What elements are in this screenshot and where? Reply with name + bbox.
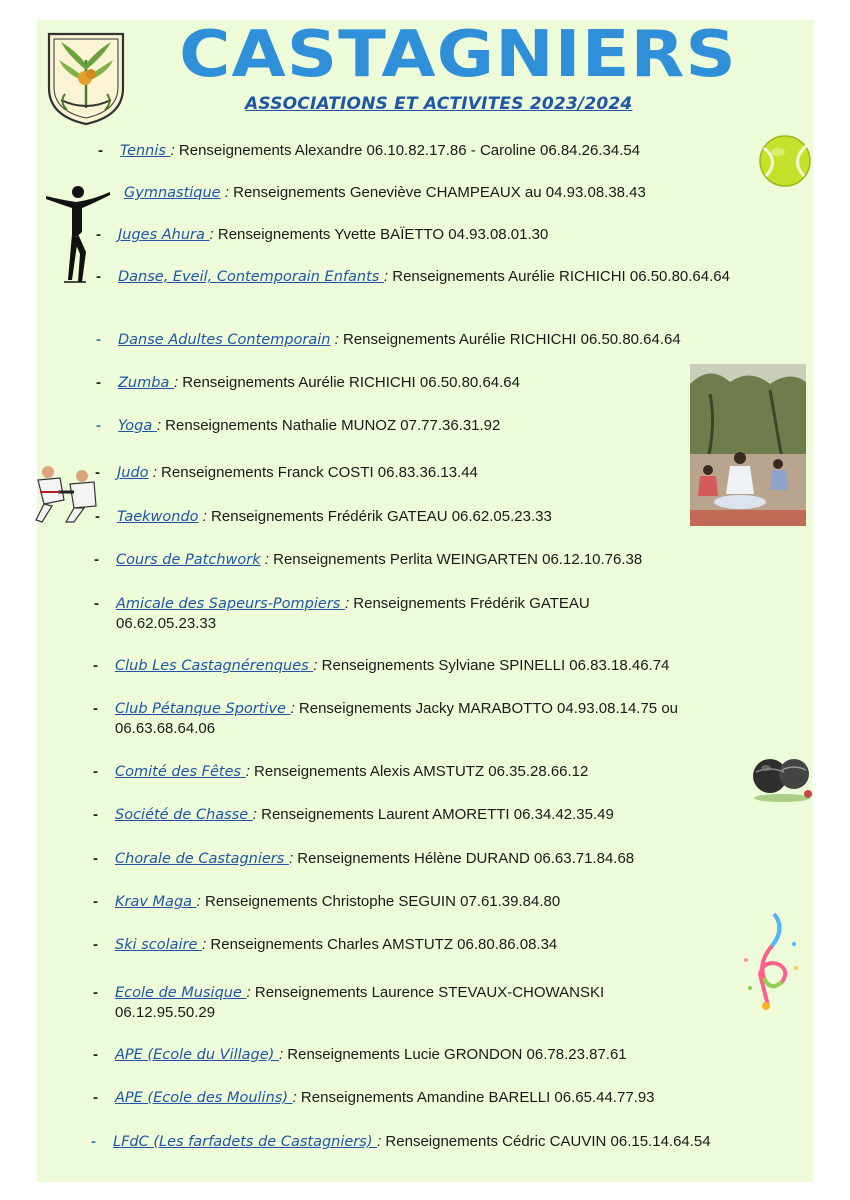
separator: : xyxy=(148,464,157,481)
bullet-dash: - xyxy=(93,763,98,780)
list-item xyxy=(96,225,778,245)
list-item xyxy=(93,1045,775,1065)
activity-name[interactable]: Ski scolaire xyxy=(115,937,203,953)
bullet-dash: - xyxy=(93,984,98,1001)
separator: : xyxy=(202,936,207,953)
bullet-dash: - xyxy=(93,1046,98,1063)
list-item xyxy=(93,656,775,676)
activity-name[interactable]: Société de Chasse xyxy=(115,807,253,823)
list-item xyxy=(93,892,775,912)
bullet-dash: - xyxy=(96,331,101,348)
activity-info: Renseignements Charles AMSTUTZ 06.80.86.08.34 xyxy=(206,936,558,953)
separator: : xyxy=(170,142,175,159)
bullet-dash: - xyxy=(94,595,99,612)
activity-name[interactable]: APE (Ecole du Village) xyxy=(115,1047,279,1063)
activity-name[interactable]: Judo xyxy=(117,465,149,481)
activity-info: Renseignements Hélène DURAND 06.63.71.84.68 xyxy=(293,850,635,867)
list-item xyxy=(95,507,777,527)
activity-info: Renseignements Laurence STEVAUX-CHOWANSKI 06.12.95.50.29 xyxy=(115,984,605,1021)
list-item xyxy=(93,805,775,825)
activity-info: Renseignements Nathalie MUNOZ 07.77.36.31.92 xyxy=(161,417,501,434)
activity-name[interactable]: Cours de Patchwork xyxy=(116,552,261,568)
activity-name[interactable]: Taekwondo xyxy=(117,509,199,525)
separator: : xyxy=(245,763,250,780)
separator: : xyxy=(383,268,389,285)
list-item xyxy=(93,699,745,739)
list-item xyxy=(124,183,784,203)
separator: : xyxy=(260,551,269,568)
activity-name[interactable]: LFdC (Les farfadets de Castagniers) xyxy=(113,1134,378,1150)
activity-name[interactable]: Krav Maga xyxy=(115,894,197,910)
separator: : xyxy=(344,595,350,612)
bullet-dash: - xyxy=(93,700,98,717)
activity-info: Renseignements Aurélie RICHICHI 06.50.80.64.64 xyxy=(388,268,730,285)
list-item xyxy=(93,762,775,782)
list-item xyxy=(93,935,775,955)
activity-name[interactable]: Club Les Castagnérenques xyxy=(115,658,314,674)
activity-info: Renseignements Frédérik GATEAU 06.62.05.23.33 xyxy=(116,595,590,632)
activity-name[interactable]: Club Pétanque Sportive xyxy=(115,701,291,717)
list-item xyxy=(96,373,778,393)
separator: : xyxy=(330,331,339,348)
activity-name[interactable]: Amicale des Sapeurs-Pompiers xyxy=(116,596,345,612)
bullet-dash: - xyxy=(96,226,101,243)
activity-info: Renseignements Jacky MARABOTTO 04.93.08.14.75 ou 06.63.68.64.06 xyxy=(115,700,679,737)
separator: : xyxy=(252,806,257,823)
separator: : xyxy=(220,184,229,201)
activity-info: Renseignements Alexis AMSTUTZ 06.35.28.66.12 xyxy=(249,763,589,780)
activity-info: Renseignements Yvette BAÏETTO 04.93.08.01.30 xyxy=(213,226,549,243)
activity-name[interactable]: Yoga xyxy=(118,418,157,434)
separator: : xyxy=(292,1089,297,1106)
separator: : xyxy=(278,1046,284,1063)
activity-info: Renseignements Lucie GRONDON 06.78.23.87.61 xyxy=(283,1046,627,1063)
activity-info: Renseignements Aurélie RICHICHI 06.50.80.64.64 xyxy=(338,331,681,348)
bullet-dash: - xyxy=(95,508,100,525)
bullet-dash: - xyxy=(93,806,98,823)
list-item xyxy=(98,141,780,161)
separator: : xyxy=(288,850,294,867)
separator: : xyxy=(246,984,251,1001)
activity-name[interactable]: Gymnastique xyxy=(124,185,221,201)
separator: : xyxy=(173,374,179,391)
activity-name[interactable]: Comité des Fêtes xyxy=(115,764,246,780)
bullet-dash: - xyxy=(93,1089,98,1106)
separator: : xyxy=(209,226,214,243)
activity-name[interactable]: Zumba xyxy=(118,375,174,391)
bullet-dash: - xyxy=(96,268,101,285)
activity-name[interactable]: Juges Ahura xyxy=(118,227,210,243)
list-item xyxy=(96,267,738,287)
page-subtitle: ASSOCIATIONS ET ACTIVITES 2023/2024 xyxy=(245,94,633,114)
activity-info: Renseignements Frédérik GATEAU 06.62.05.23.33 xyxy=(206,508,552,525)
bullet-dash: - xyxy=(93,657,98,674)
activity-info: Renseignements Amandine BARELLI 06.65.44.77.93 xyxy=(296,1089,655,1106)
bullet-dash: - xyxy=(91,1133,96,1150)
list-item xyxy=(93,849,775,869)
bullet-dash: - xyxy=(95,464,100,481)
activity-name[interactable]: Chorale de Castagniers xyxy=(115,851,289,867)
bullet-dash: - xyxy=(93,893,98,910)
activity-name[interactable]: Ecole de Musique xyxy=(115,985,247,1001)
bullet-dash: - xyxy=(94,551,99,568)
list-item xyxy=(94,594,676,634)
list-item xyxy=(96,416,778,436)
bullet-dash: - xyxy=(98,142,103,159)
activity-name[interactable]: APE (Ecole des Moulins) xyxy=(115,1090,293,1106)
separator: : xyxy=(196,893,201,910)
activity-name[interactable]: Danse Adultes Contemporain xyxy=(118,332,331,348)
activity-info: Renseignements Sylviane SPINELLI 06.83.18.46.74 xyxy=(317,657,670,674)
activity-info: Renseignements Christophe SEGUIN 07.61.39.84.80 xyxy=(200,893,561,910)
list-item xyxy=(95,463,777,483)
list-item xyxy=(91,1132,713,1152)
activity-info: Renseignements Cédric CAUVIN 06.15.14.64.54 xyxy=(381,1133,711,1150)
bullet-dash: - xyxy=(96,374,101,391)
activity-info: Renseignements Geneviève CHAMPEAUX au 04.93.08.38.43 xyxy=(228,184,646,201)
page-title: CASTAGNIERS xyxy=(179,16,737,92)
bullet-dash: - xyxy=(93,850,98,867)
activity-info: Renseignements Perlita WEINGARTEN 06.12.10.76.38 xyxy=(268,551,643,568)
bullet-dash: - xyxy=(93,936,98,953)
list-item xyxy=(94,550,776,570)
activity-info: Renseignements Laurent AMORETTI 06.34.42.35.49 xyxy=(256,806,614,823)
activity-info: Renseignements Alexandre 06.10.82.17.86 - Caroline 06.84.26.34.54 xyxy=(174,142,641,159)
activity-name[interactable]: Danse, Eveil, Contemporain Enfants xyxy=(118,269,384,285)
list-item xyxy=(93,983,695,1023)
separator: : xyxy=(377,1133,382,1150)
separator: : xyxy=(156,417,162,434)
activity-info: Renseignements Aurélie RICHICHI 06.50.80.64.64 xyxy=(178,374,520,391)
bullet-dash: - xyxy=(96,417,101,434)
list-item xyxy=(96,330,778,350)
separator: : xyxy=(290,700,295,717)
separator: : xyxy=(313,657,318,674)
list-item xyxy=(93,1088,775,1108)
activity-info: Renseignements Franck COSTI 06.83.36.13.44 xyxy=(156,464,478,481)
activity-name[interactable]: Tennis xyxy=(120,143,171,159)
separator: : xyxy=(198,508,207,525)
